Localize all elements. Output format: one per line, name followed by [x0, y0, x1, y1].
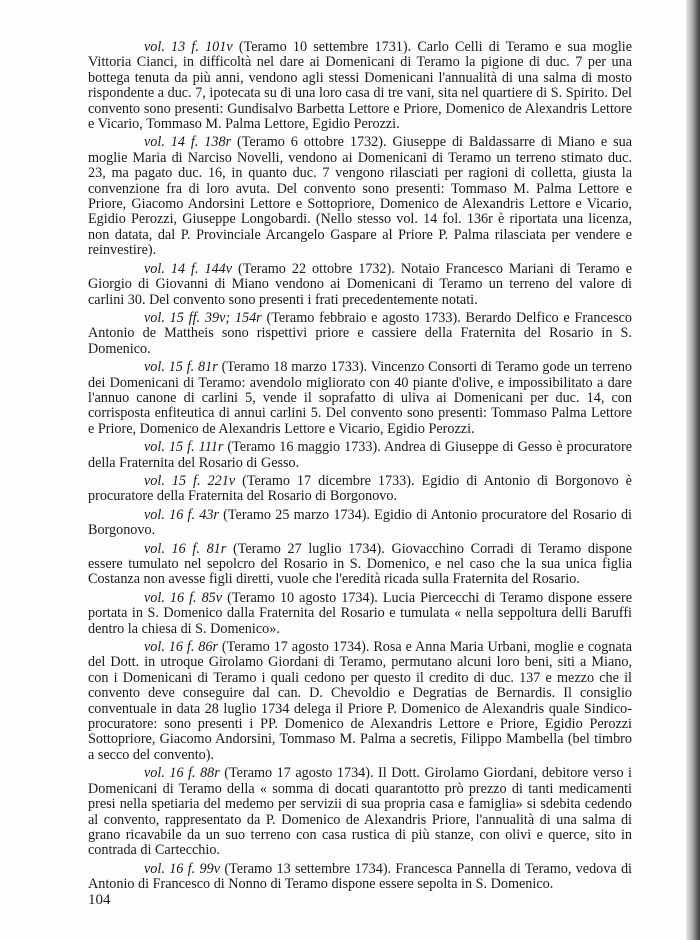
entry-text: (Teramo febbraio e agosto 1733). Berardo Delfico e Francesco Antonio de Mattheis sono rispettivi priore e cassiere della Fraternita del Rosario in S. Domenico.	[88, 309, 632, 357]
entry-text: (Teramo 27 luglio 1734). Giovacchino Corradi di Teramo dispone essere tumulato nel sepolcro del Rosario in S. Domenico, e nel caso che la sua unica figlia Costanza non avesse figli diretti, vuole che l'eredità ricada sulla Fraternita del Rosario.	[88, 540, 633, 588]
archive-entry	[88, 766, 632, 858]
entry-text: (Teramo 13 settembre 1734). Francesca Pannella di Teramo, vedova di Antonio di Francesco di Nonno di Teramo dispone essere sepolta in S. Domenico.	[88, 860, 633, 893]
page-number: 104	[88, 892, 111, 908]
archive-entry	[88, 542, 632, 588]
archive-entry	[88, 474, 632, 505]
entry-text: (Teramo 17 dicembre 1733). Egidio di Antonio di Borgonovo è procuratore della Fraternita del Rosario di Borgonovo.	[88, 472, 632, 505]
entry-text: (Teramo 10 settembre 1731). Carlo Celli di Teramo e sua moglie Vittoria Cianci, in difficoltà nel dare ai Domenicani di Teramo la pigione di duc. 7 per una bottega tenuta da più anni, vendono agli stessi Domenicani l'annualità di una salma di mosto rispondente a duc. 7, ipotecata su di una loro casa di tre vani, sita nel quartiere di S. Spirito. Del convento sono presenti: Gundisalvo Barbetta Lettore e Priore, Domenico de Alexandris Lettore e Vicario, Tommaso M. Palma Lettore, Egidio Perozzi.	[88, 39, 632, 133]
archive-entry	[88, 262, 632, 308]
volume-reference: vol. 16 f. 85v	[144, 589, 223, 606]
volume-reference: vol. 14 f. 138r	[144, 134, 232, 151]
volume-reference: vol. 15 f. 221v	[144, 472, 236, 489]
volume-reference: vol. 13 f. 101v	[144, 39, 233, 55]
volume-reference: vol. 16 f. 86r	[144, 639, 219, 656]
entry-text: (Teramo 18 marzo 1733). Vincenzo Consorti di Teramo gode un terreno dei Domenicani di Teramo: avendolo migliorato con 40 piante d'olive, e impossibilitato a dare l'annuo canone di carlini 5, vende il soprafatto di uliva ai Domenicani per duc. 14, con corrisposta enfiteutica di annui carlini 5. Del convento sono presenti: Tommaso Palma Lettore e Priore, Domenico de Alexandris Lettore e Vicario, Egidio Perozzi.	[88, 359, 633, 437]
archive-entry	[88, 40, 632, 132]
volume-reference: vol. 15 f. 111r	[144, 439, 224, 456]
entry-text: (Teramo 25 marzo 1734). Egidio di Antonio procuratore del Rosario di Borgonovo.	[88, 506, 632, 539]
archive-entry	[88, 135, 632, 258]
volume-reference: vol. 15 ff. 39v; 154r	[144, 309, 262, 326]
volume-reference: vol. 15 f. 81r	[144, 359, 218, 376]
archive-entry	[88, 508, 632, 539]
archive-entry	[88, 591, 632, 637]
volume-reference: vol. 14 f. 144v	[144, 260, 233, 277]
entry-text: (Teramo 16 maggio 1733). Andrea di Giuseppe di Gesso è procuratore della Fraternita del Rosario di Gesso.	[88, 439, 632, 471]
volume-reference: vol. 16 f. 88r	[144, 765, 220, 782]
volume-reference: vol. 16 f. 81r	[144, 540, 227, 557]
body-text	[88, 40, 632, 896]
archive-entry	[88, 862, 632, 893]
entry-text: (Teramo 22 ottobre 1732). Notaio Francesco Mariani di Teramo e Giorgio di Giovanni di Miano vendono ai Domenicani di Teramo un terreno del valore di carlini 30. Del convento sono presenti i frati precedentemente notati.	[88, 260, 632, 308]
entry-text: (Teramo 17 agosto 1734). Il Dott. Girolamo Giordani, debitore verso i Domenicani di Teramo della « somma di docati quarantotto prò prezzo di tanti medicamenti presi nella spetiaria del medemo per servizii di sua propria casa e famiglia» si sdebita cedendo al convento, rappresentato da P. Domenico de Alexandris Priore, l'annualità di una salma di grano ricavabile da un suo terreno con casa rustica di più stanze, con olivi e querce, sito in contrada di Cartecchio.	[88, 765, 632, 859]
entry-text: (Teramo 17 agosto 1734). Rosa e Anna Maria Urbani, moglie e cognata del Dott. in utroque Girolamo Giordani di Teramo, permutano alcuni loro beni, siti a Miano, con i Domenicani di Teramo i quali cedono per questo il credito di duc. 137 e mezzo che il convento deve conseguire dal can. D. Chevoldio e Degratias de Bernardis. Il consiglio conventuale in data 28 luglio 1734 delega il Priore P. Domenico de Alexandris quale Sindico-procuratore: sono presenti i PP. Domenico de Alexandris Lettore e Priore, Egidio Perozzi Sottopriore, Giacomo Andorsini, Tommaso M. Palma a secretis, Filippo Mambella (bel timbro a secco del convento).	[88, 639, 632, 763]
archive-entry	[88, 440, 632, 471]
archive-entry	[88, 311, 632, 357]
entry-text: (Teramo 6 ottobre 1732). Giuseppe di Baldassarre di Miano e sua moglie Maria di Narciso Novelli, vendono ai Domenicani di Teramo un terreno stimato duc. 23, ma pagato duc. 16, in quanto duc. 7 vengono rilasciati per ragioni di colletta, giusta la convenzione fra di loro avuta. Del convento sono presenti: Tommaso M. Palma Lettore e Priore, Giacomo Andorsini Lettore e Sottopriore, Domenico de Alexandris Lettore e Vicario, Egidio Perozzi, Giuseppe Longobardi. (Nello stesso vol. 14 fol. 136r è riportata una licenza, non datata, dal P. Provinciale Arcangelo Gaspare al Priore P. Palma rilasciata per vendere e reinvestire).	[88, 134, 633, 259]
entry-text: (Teramo 10 agosto 1734). Lucia Piercecchi di Teramo dispone essere portata in S. Domenico dalla Fraternita del Rosario e tumulata « nella seppoltura delli Baruffi dentro la chiesa di S. Domenico».	[88, 589, 632, 637]
volume-reference: vol. 16 f. 99v	[144, 860, 220, 877]
archive-entry	[88, 640, 632, 763]
volume-reference: vol. 16 f. 43r	[144, 506, 219, 523]
page-edge-shadow	[686, 0, 700, 940]
archive-entry	[88, 360, 632, 437]
